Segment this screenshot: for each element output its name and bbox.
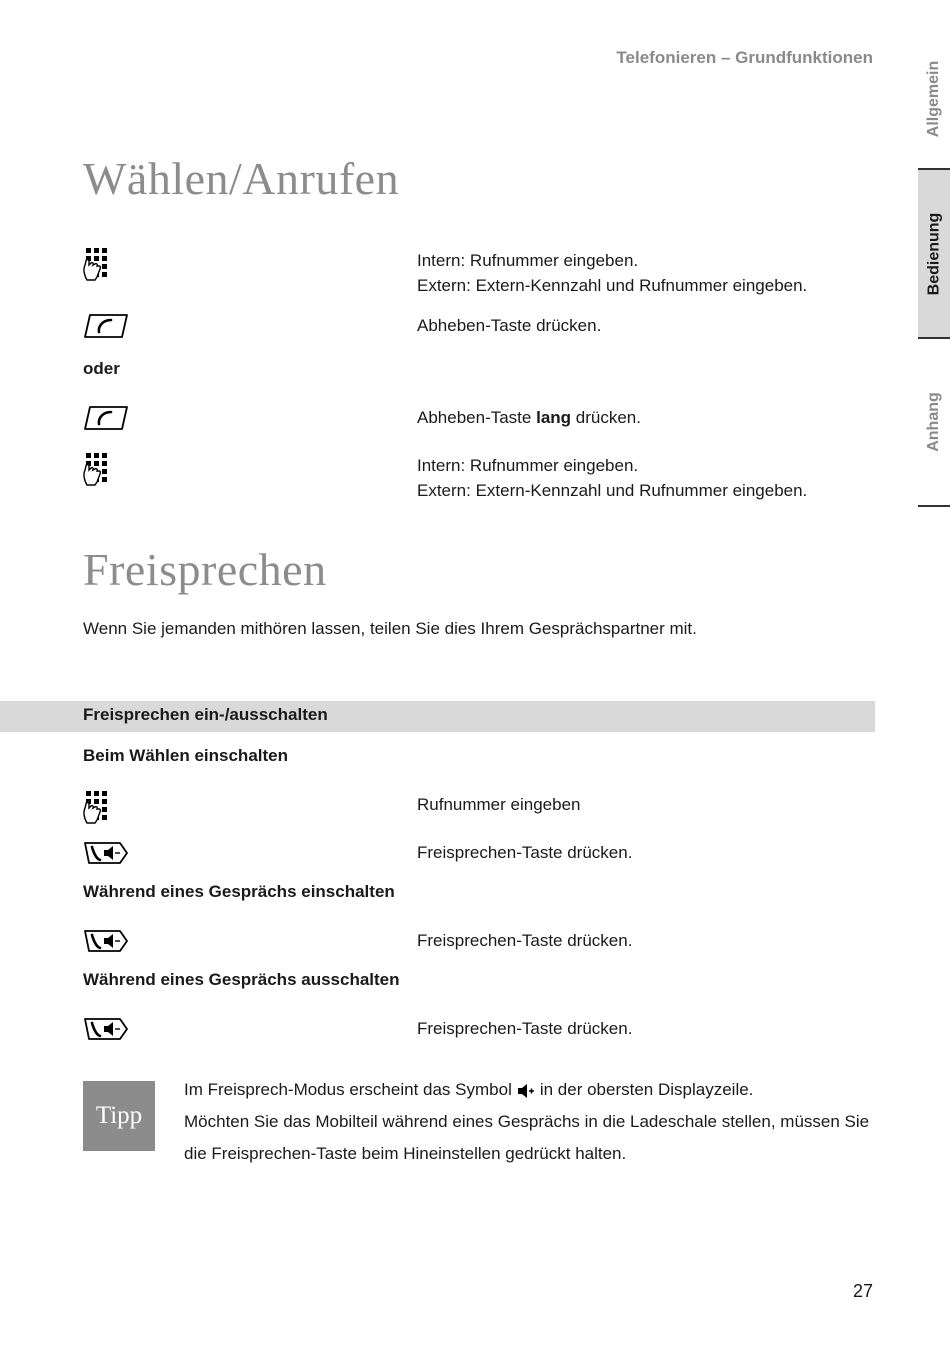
handsfree-key-icon — [83, 1016, 129, 1042]
step-description: Freisprechen-Taste drücken. — [417, 1019, 633, 1038]
handsfree-key-icon — [83, 840, 129, 866]
step-text: Abheben-Taste — [417, 408, 537, 427]
keypad-icon — [83, 452, 115, 486]
step-description — [417, 453, 807, 503]
handsfree-key-icon — [83, 928, 129, 954]
side-tab-label: Allgemein — [925, 60, 942, 138]
running-header: Telefonieren – Grundfunktionen — [616, 48, 873, 67]
subheading: Während eines Gesprächs ausschalten — [83, 970, 400, 989]
tip-line — [184, 1074, 874, 1106]
step-description: Freisprechen-Taste drücken. — [417, 843, 633, 862]
tip-text-part: Im Freisprech-Modus erscheint das Symbol — [184, 1080, 512, 1099]
tip-text — [184, 1074, 874, 1170]
section-title-waehlen: Wählen/Anrufen — [83, 153, 400, 204]
side-tab-bedienung[interactable] — [918, 170, 950, 338]
subsection-title: Freisprechen ein-/ausschalten — [83, 705, 328, 724]
step-description: Rufnummer eingeben — [417, 795, 581, 814]
tab-divider — [918, 505, 950, 507]
or-label: oder — [83, 359, 120, 378]
step-line: Extern: Extern-Kennzahl und Rufnummer eingeben. — [417, 481, 808, 500]
step-description: Abheben-Taste drücken. — [417, 316, 602, 335]
handset-key-icon — [83, 405, 129, 431]
handset-key-icon — [83, 313, 129, 339]
side-tab-anhang[interactable] — [918, 339, 950, 505]
side-tab-label: Anhang — [925, 392, 943, 452]
page-number: 27 — [852, 1281, 873, 1301]
subsection-bar — [0, 701, 875, 732]
step-description — [417, 405, 641, 430]
step-line: Extern: Extern-Kennzahl und Rufnummer eingeben. — [417, 276, 808, 295]
tip-badge: Tipp — [83, 1081, 155, 1151]
subheading: Beim Wählen einschalten — [83, 746, 288, 765]
tip-line: Möchten Sie das Mobilteil während eines Gesprächs in die Ladeschale stellen, müssen Sie die Freisprechen-Taste beim Hineinstellen gedrückt halten. — [184, 1112, 870, 1163]
side-tab-allgemein[interactable] — [918, 30, 950, 168]
side-tab-label: Bedienung — [925, 212, 943, 296]
keypad-icon — [83, 790, 115, 824]
step-text-emphasis: lang — [536, 408, 572, 427]
subheading: Während eines Gesprächs einschalten — [83, 882, 395, 901]
step-text: drücken. — [571, 408, 641, 427]
step-line: Intern: Rufnummer eingeben. — [417, 456, 639, 475]
keypad-icon — [83, 247, 115, 281]
tip-text-part: in der obersten Displayzeile. — [539, 1080, 754, 1099]
step-description: Freisprechen-Taste drücken. — [417, 931, 633, 950]
section-title-freisprechen: Freisprechen — [83, 544, 327, 595]
speaker-icon — [516, 1082, 536, 1100]
intro-text: Wenn Sie jemanden mithören lassen, teilen Sie dies Ihrem Gesprächspartner mit. — [83, 619, 697, 638]
step-description — [417, 248, 807, 298]
step-line: Intern: Rufnummer eingeben. — [417, 251, 639, 270]
